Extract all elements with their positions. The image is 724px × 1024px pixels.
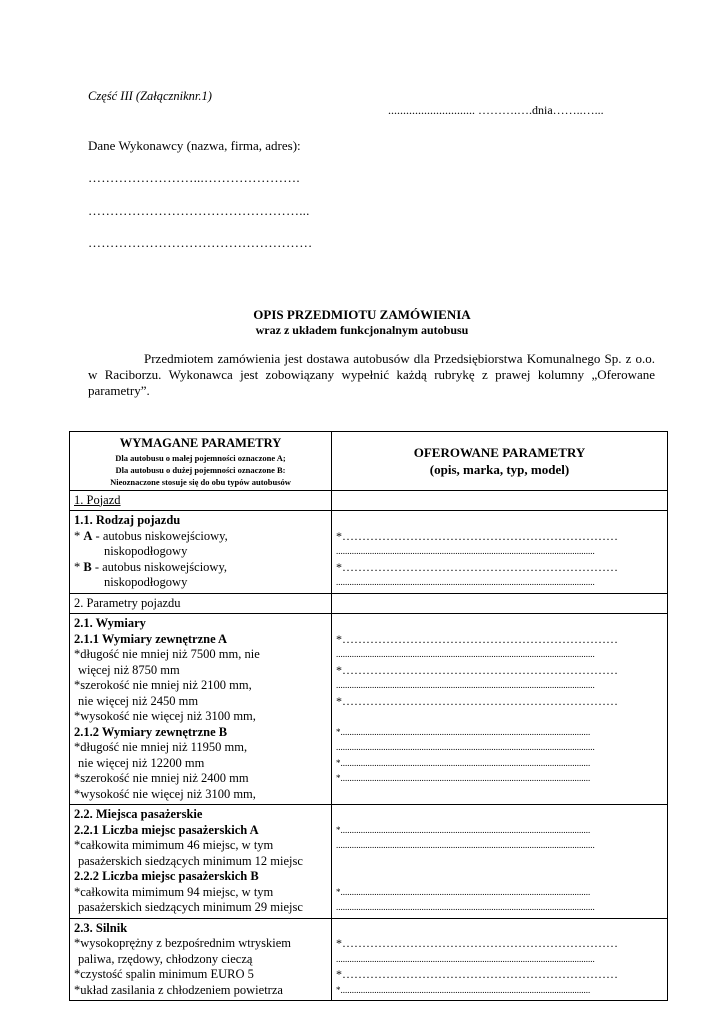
required-params-header <box>70 432 332 491</box>
engine-fuel-system: *układ zasilania z chłodzeniem powietrza <box>74 982 283 997</box>
vehicle-type-title: 1.1. Rodzaj pojazdu <box>74 513 181 527</box>
fill-line[interactable]: ................................................................................................................... <box>336 546 595 556</box>
dim-b-width: *szerokość nie mniej niż 2400 mm <box>74 771 249 785</box>
seats-a-title: 2.2.1 Liczba miejsc pasażerskich A <box>74 822 259 837</box>
dimensions-b-title: 2.1.2 Wymiary zewnętrzne B <box>74 724 228 739</box>
vehicle-type-offered <box>332 511 668 594</box>
type-a-label: A <box>83 528 93 543</box>
star: * <box>74 559 84 574</box>
vehicle-type-required <box>70 511 332 594</box>
fill-line[interactable]: *............................................................................................................... <box>336 886 591 897</box>
offered-params-subtitle: (opis, marka, typ, model) <box>429 461 570 477</box>
table-row <box>70 593 668 614</box>
dim-a-width: *szerokość nie mniej niż 2100 mm, <box>74 678 252 692</box>
type-b-label: B <box>83 559 92 574</box>
type-a-text: - autobus niskowejściowy, <box>92 528 228 543</box>
fill-line[interactable]: ................................................................................................................... <box>336 840 595 850</box>
required-params-title: WYMAGANE PARAMETRY <box>119 436 282 450</box>
dimensions-offered <box>332 614 668 805</box>
table-row <box>70 805 668 919</box>
required-note-a: Dla autobusu o małej pojemności oznaczone A; <box>115 452 286 463</box>
fill-line[interactable]: *…………………………………………………………… <box>336 967 618 981</box>
date-line: ............................. ……….….dnia……..…... <box>388 103 604 117</box>
offered-params-title: OFEROWANE PARAMETRY <box>413 444 586 460</box>
document-subtitle: wraz z układem funkcjonalnym autobusu <box>255 323 469 337</box>
fill-line[interactable]: *............................................................................................................... <box>336 726 591 737</box>
engine-type: *wysokoprężny z bezpośrednim wtryskiem <box>74 936 291 950</box>
fill-line[interactable]: *............................................................................................................... <box>336 984 591 995</box>
fill-line[interactable]: *............................................................................................................... <box>336 757 591 768</box>
vehicle-type-a-cont: niskopodłogowy <box>104 544 188 558</box>
engine-offered <box>332 918 668 1001</box>
vehicle-type-b-cont: niskopodłogowy <box>104 575 188 589</box>
dimensions-a-title: 2.1.1 Wymiary zewnętrzne A <box>74 631 228 646</box>
offered-params-header <box>332 432 668 491</box>
seats-a-total: *całkowita mimimum 46 miejsc, w tym <box>74 838 274 852</box>
contractor-line-3: …………………………………………… <box>88 235 313 250</box>
seats-offered <box>332 805 668 919</box>
seats-b-seated: pasażerskich siedzących minimum 29 miejsc <box>78 900 303 914</box>
dim-b-length-cont: nie więcej niż 12200 mm <box>78 755 205 770</box>
table-header-row <box>70 432 668 491</box>
type-b-text: - autobus niskowejściowy, <box>91 559 228 574</box>
seats-title: 2.2. Miejsca pasażerskie <box>74 807 203 821</box>
seats-b-total: *całkowita mimimum 94 miejsc, w tym <box>74 884 274 899</box>
document-title: OPIS PRZEDMIOTU ZAMÓWIENIA <box>253 307 471 322</box>
intro-text: Przedmiotem zamówienia jest dostawa autobusów dla Przedsiębiorstwa Komunalnego Sp. z o.o. w Raciborzu. Wykonawca jest zobowiązany wypełnić każdą rubrykę z prawej kolumny „Oferowane parametry”. <box>88 351 655 398</box>
fill-line[interactable]: *…………………………………………………………… <box>336 631 618 646</box>
intro-paragraph <box>88 351 655 399</box>
fill-line[interactable]: ................................................................................................................... <box>336 902 595 912</box>
dim-b-height: *wysokość nie więcej niż 3100 mm, <box>74 786 256 801</box>
dim-a-length-cont: więcej niż 8750 mm <box>78 662 180 677</box>
parameters-table <box>69 431 668 1001</box>
dimensions-required <box>70 614 332 805</box>
table-row <box>70 490 668 511</box>
table-row <box>70 918 668 1001</box>
section-params-empty <box>332 593 668 614</box>
seats-b-title: 2.2.2 Liczba miejsc pasażerskich B <box>74 869 259 883</box>
part-label: Część III (Załączniknr.1) <box>88 89 212 103</box>
contractor-line-1: ……………………...…………………. <box>88 170 300 185</box>
required-note-b: Dla autobusu o dużej pojemności oznaczone B: <box>115 464 286 475</box>
section-params: 2. Parametry pojazdu <box>70 593 332 614</box>
fill-line[interactable]: *…………………………………………………………… <box>336 528 618 543</box>
table-row <box>70 511 668 594</box>
engine-emissions: *czystość spalin minimum EURO 5 <box>74 967 254 981</box>
dim-a-height: *wysokość nie więcej niż 3100 mm, <box>74 709 256 723</box>
dim-a-width-cont: nie więcej niż 2450 mm <box>78 693 199 708</box>
section-vehicle-label: 1. Pojazd <box>74 492 121 507</box>
engine-required <box>70 918 332 1001</box>
fill-line[interactable]: *…………………………………………………………… <box>336 693 618 708</box>
engine-type-cont: paliwa, rzędowy, chłodzony cieczą <box>78 951 253 966</box>
section-vehicle-empty <box>332 490 668 511</box>
contractor-label: Dane Wykonawcy (nazwa, firma, adres): <box>88 138 301 153</box>
fill-line[interactable]: ................................................................................................................... <box>336 742 595 752</box>
fill-line[interactable]: ................................................................................................................... <box>336 649 595 659</box>
seats-required <box>70 805 332 919</box>
star: * <box>74 528 84 543</box>
fill-line[interactable]: *…………………………………………………………… <box>336 559 618 574</box>
required-note-both: Nieoznaczone stosuje się do obu typów autobusów <box>110 476 291 487</box>
section-vehicle <box>70 490 332 511</box>
fill-line[interactable]: *............................................................................................................... <box>336 824 591 835</box>
contractor-line-2: …………………………………………... <box>88 203 310 218</box>
fill-line[interactable]: ................................................................................................................... <box>336 577 595 587</box>
dim-b-length: *długość nie mniej niż 11950 mm, <box>74 740 248 754</box>
fill-line[interactable]: *…………………………………………………………… <box>336 662 618 677</box>
seats-a-seated: pasażerskich siedzących minimum 12 miejsc <box>78 853 303 868</box>
dim-a-length: *długość nie mniej niż 7500 mm, nie <box>74 647 260 661</box>
fill-line[interactable]: *…………………………………………………………… <box>336 936 618 950</box>
vehicle-type-a <box>74 529 327 545</box>
vehicle-type-b <box>74 560 327 576</box>
fill-line[interactable]: *............................................................................................................... <box>336 773 591 783</box>
table-row <box>70 614 668 805</box>
fill-line[interactable]: ................................................................................................................... <box>336 680 595 690</box>
dimensions-title: 2.1. Wymiary <box>74 616 146 630</box>
engine-title: 2.3. Silnik <box>74 920 128 935</box>
fill-line[interactable]: ................................................................................................................... <box>336 953 595 964</box>
